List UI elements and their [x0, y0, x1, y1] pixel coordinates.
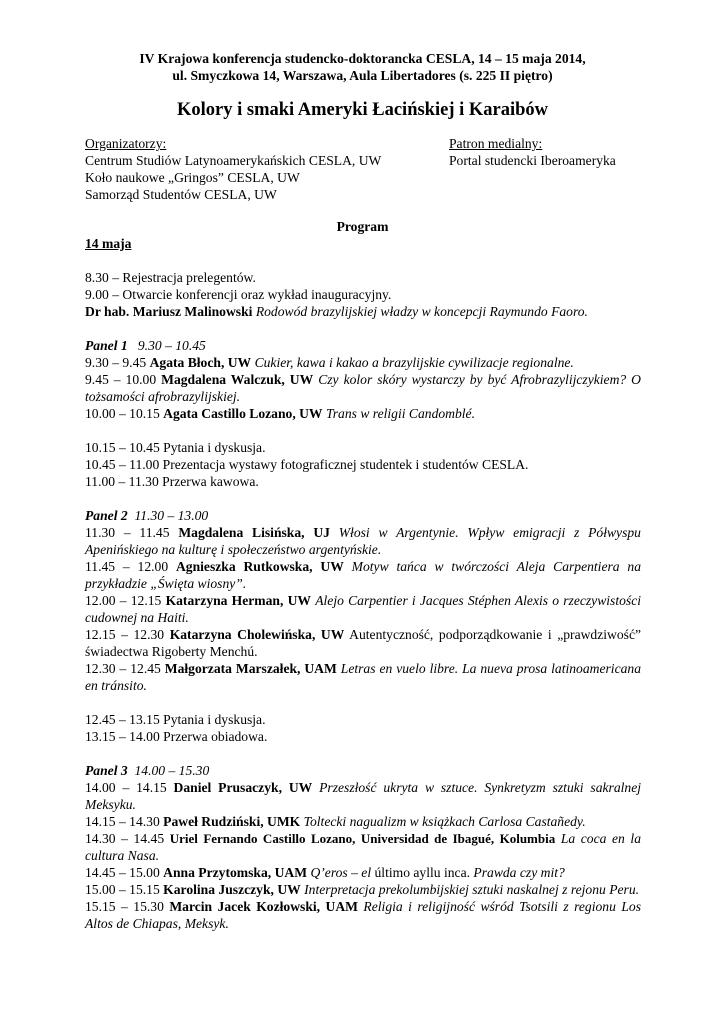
- schedule-item: 12.45 – 13.15 Pytania i dyskusja.: [85, 712, 266, 727]
- schedule-item: 13.15 – 14.00 Przerwa obiadowa.: [85, 729, 268, 744]
- talk-time: 9.45 – 10.00: [85, 372, 157, 387]
- speaker-name: Agnieszka Rutkowska, UW: [175, 559, 344, 574]
- talk-time: 14.45 – 15.00: [85, 865, 160, 880]
- speaker-name: Katarzyna Cholewińska, UW: [169, 627, 345, 642]
- talk-title: Letras en vuelo libre. La nueva prosa latinoamericana en tránsito.: [85, 661, 641, 693]
- talk-title: Religia i religijność wśród Tsotsili z regionu Los Altos de Chiapas, Meksyk.: [85, 899, 641, 931]
- talk-time: 9.30 – 9.45: [85, 355, 147, 370]
- panel-heading: [85, 507, 641, 524]
- organizers-heading: Organizatorzy:: [85, 136, 167, 151]
- organizers-block: [85, 135, 381, 203]
- speaker-name: Dr hab. Mariusz Malinowski: [85, 304, 253, 319]
- schedule-item: 10.45 – 11.00 Prezentacja wystawy fotograficznej studentek i studentów CESLA.: [85, 457, 529, 472]
- talk-item: [85, 626, 641, 660]
- talk-title: Alejo Carpentier i Jacques Stéphen Alexis o rzeczywistości cudownej na Haiti.: [85, 593, 642, 625]
- speaker-name: Katarzyna Herman, UW: [165, 593, 311, 608]
- talk-time: 11.30 – 11.45: [85, 525, 170, 540]
- talk-title: Q’eros – el: [310, 865, 372, 880]
- panel-heading: [85, 337, 641, 354]
- talk-item: [85, 405, 641, 422]
- document-title: Kolory i smaki Ameryki Łacińskiej i Karaibów: [176, 100, 549, 120]
- talk-title: Autentyczność, podporządkowanie i „prawdziwość” świadectwa Rigoberty Menchú.: [85, 627, 642, 659]
- speaker-name: Paweł Rudziński, UMK: [163, 814, 301, 829]
- talk-time: 15.15 – 15.30: [85, 899, 164, 914]
- talk-time: 10.00 – 10.15: [85, 406, 160, 421]
- talk-time: 12.15 – 12.30: [85, 627, 165, 642]
- talk-item: [85, 371, 641, 405]
- organizer-item: Centrum Studiów Latynoamerykańskich CESLA, UW: [85, 153, 382, 168]
- talk-title: Prawda czy mit?: [473, 865, 565, 880]
- patron-block: [449, 135, 616, 169]
- header-line-1: IV Krajowa konferencja studencko-doktorancka CESLA, 14 – 15 maja 2014,: [139, 51, 586, 66]
- talk-title: Interpretacja prekolumbijskiej sztuki naskalnej z rejonu Peru.: [304, 882, 640, 897]
- talk-title: La coca en la cultura Nasa.: [85, 831, 641, 863]
- panel-name: Panel 1: [85, 338, 128, 353]
- inaugural-lecture: [85, 303, 641, 320]
- speaker-name: Agata Błoch, UW: [149, 355, 252, 370]
- speaker-name: Marcin Jacek Kozłowski, UAM: [169, 899, 358, 914]
- panel-time: 9.30 – 10.45: [137, 338, 206, 353]
- talk-time: 15.00 – 15.15: [85, 882, 160, 897]
- organizer-item: Samorząd Studentów CESLA, UW: [85, 187, 277, 202]
- speaker-name: Daniel Prusaczyk, UW: [173, 780, 313, 795]
- schedule-item: 8.30 – Rejestracja prelegentów.: [85, 270, 256, 285]
- talk-title: Trans w religii Candomblé.: [325, 406, 475, 421]
- program-title: Program: [336, 219, 389, 234]
- schedule-item: 9.00 – Otwarcie konferencji oraz wykład inauguracyjny.: [85, 287, 392, 302]
- speaker-name: Magdalena Walczuk, UW: [161, 372, 314, 387]
- panel-name: Panel 3: [85, 763, 128, 778]
- talk-item: [85, 592, 641, 626]
- talk-time: 14.30 – 14.45: [85, 831, 165, 846]
- talk-time: 14.15 – 14.30: [85, 814, 160, 829]
- talk-item: [85, 881, 641, 898]
- speaker-name: Magdalena Lisińska, UJ: [178, 525, 330, 540]
- talk-item: [85, 779, 641, 813]
- talk-title: Czy kolor skóry wystarczy by być Afrobrazylijczykiem? O tożsamości afrobrazylijskiej.: [85, 372, 641, 404]
- header-line-2: ul. Smyczkowa 14, Warszawa, Aula Libertadores (s. 225 II piętro): [172, 68, 553, 83]
- talk-title: Motyw tańca w twórczości Aleja Carpentiera na przykładzie „Święta wiosny”.: [85, 559, 641, 591]
- talk-time: 12.00 – 12.15: [85, 593, 162, 608]
- talk-title: Rodowód brazylijskiej władzy w koncepcji Raymundo Faoro.: [255, 304, 588, 319]
- panel-heading: [85, 762, 641, 779]
- talk-time: 12.30 – 12.45: [85, 661, 161, 676]
- panel-time: 14.00 – 15.30: [134, 763, 210, 778]
- talk-item: [85, 354, 641, 371]
- speaker-name: Anna Przytomska, UAM: [163, 865, 308, 880]
- schedule-item: 10.15 – 10.45 Pytania i dyskusja.: [85, 440, 266, 455]
- talk-item: [85, 660, 641, 694]
- talk-item: [85, 813, 641, 830]
- talk-item: [85, 524, 641, 558]
- talk-title: Toltecki nagualizm w książkach Carlosa Castañedy.: [303, 814, 586, 829]
- talk-item: [85, 864, 641, 881]
- schedule-item: 11.00 – 11.30 Przerwa kawowa.: [85, 474, 259, 489]
- talk-title: Przeszłość ukryta w sztuce. Synkretyzm sztuki sakralnej Meksyku.: [85, 780, 642, 812]
- organizer-item: Koło naukowe „Gringos” CESLA, UW: [85, 170, 300, 185]
- talk-item: [85, 898, 641, 932]
- talk-time: 14.00 – 14.15: [85, 780, 167, 795]
- patron-heading: Patron medialny:: [449, 136, 543, 151]
- speaker-name: Małgorzata Marszałek, UAM: [164, 661, 337, 676]
- speaker-name: Karolina Juszczyk, UW: [163, 882, 301, 897]
- program-body: [85, 235, 641, 932]
- patron-name: Portal studencki Iberoameryka: [449, 153, 616, 168]
- talk-item: [85, 558, 641, 592]
- talk-title: Cukier, kawa i kakao a brazylijskie cywilizacje regionalne.: [254, 355, 574, 370]
- talk-title: Włosi w Argentynie. Wpływ emigracji z Półwyspu Apenińskiego na kulturę i społeczeństwo argentyńskie.: [85, 525, 641, 557]
- day-label: 14 maja: [85, 236, 132, 251]
- speaker-name: Uriel Fernando Castillo Lozano, Universidad de Ibagué, Kolumbia: [169, 831, 556, 846]
- conference-header: [0, 50, 725, 84]
- panel-name: Panel 2: [85, 508, 128, 523]
- talk-time: 11.45 – 12.00: [85, 559, 169, 574]
- panel-time: 11.30 – 13.00: [134, 508, 209, 523]
- talk-item: [85, 830, 641, 864]
- speaker-name: Agata Castillo Lozano, UW: [163, 406, 323, 421]
- talk-title: último ayllu inca.: [374, 865, 471, 880]
